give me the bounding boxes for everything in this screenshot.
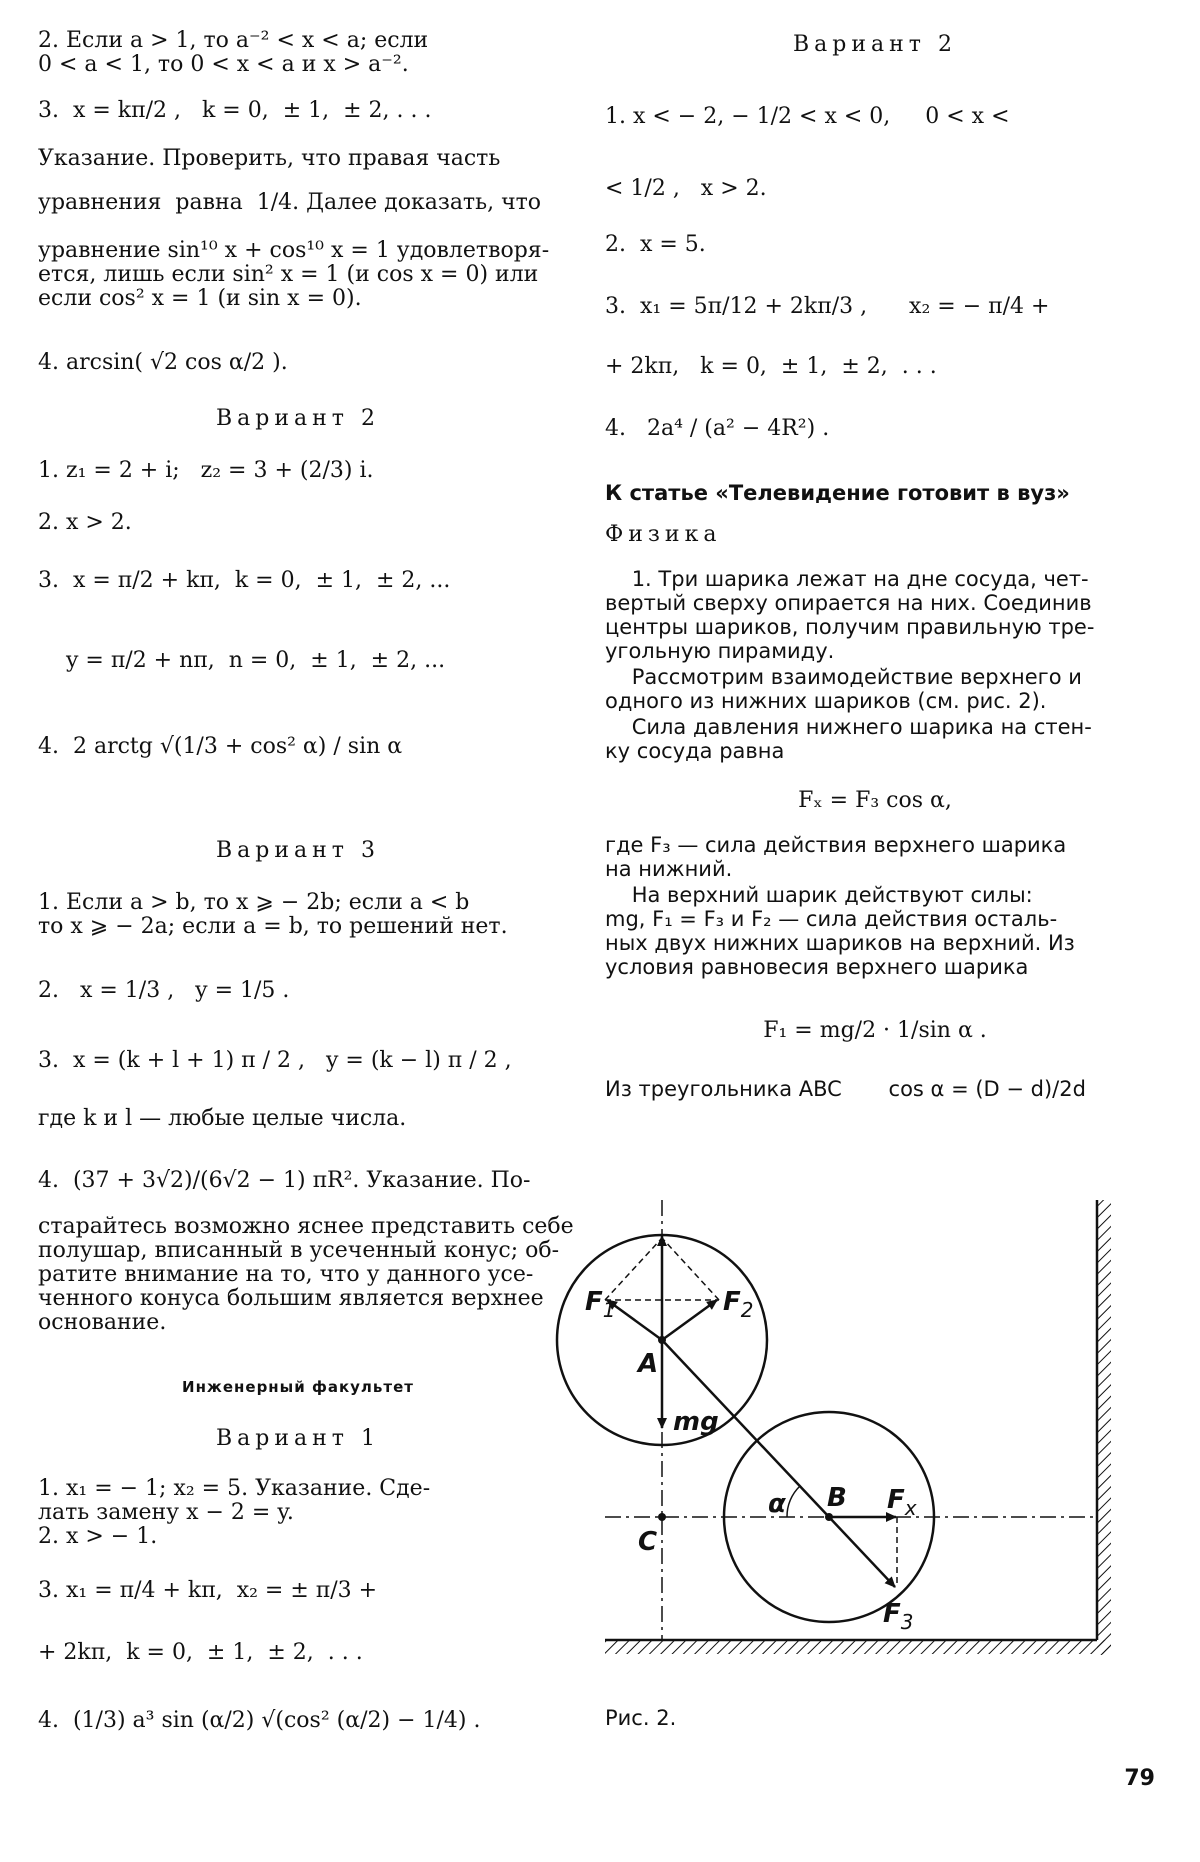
left-column-line: 1. Если a > b, то x ⩾ − 2b; если a < b — [38, 890, 470, 915]
left-column-line: 1. x₁ = − 1; x₂ = 5. Указание. Сде- — [38, 1476, 431, 1501]
right-column-line: 3. x₁ = 5π/12 + 2kπ/3 , x₂ = − π/4 + — [605, 294, 1050, 319]
right-column-line: центры шариков, получим правильную тре- — [605, 615, 1095, 639]
left-column-line: 3. x = (k + l + 1) π / 2 , y = (k − l) π / 2 , — [38, 1048, 512, 1073]
label-f3: $F_3$ — [883, 1599, 914, 1634]
left-column-line: Указание. Проверить, что правая часть — [38, 146, 501, 171]
label-mg: mg — [673, 1407, 719, 1437]
right-column-line: Из треугольника ABC cos α = (D − d)/2d — [605, 1077, 1086, 1101]
label-b: B — [827, 1483, 847, 1513]
label-fx: $F_x$ — [887, 1485, 917, 1520]
left-column-line: 3. x = π/2 + kπ, k = 0, ± 1, ± 2, ... — [38, 568, 451, 593]
label-alpha: α — [768, 1489, 786, 1519]
left-column-line: Вариант 2 — [216, 406, 380, 431]
left-column-line: 0 < a < 1, то 0 < x < a и x > a⁻². — [38, 52, 409, 77]
figure-two-balls — [585, 1200, 1160, 1660]
left-column-line: где k и l — любые целые числа. — [38, 1106, 407, 1131]
right-column-line: Fₓ = F₃ cos α, — [798, 788, 952, 813]
left-column-line: 2. x > − 1. — [38, 1524, 158, 1549]
angle-alpha-arc — [787, 1486, 800, 1517]
right-column-line: Сила давления нижнего шарика на стен- — [605, 715, 1092, 739]
left-column-line: если cos² x = 1 (и sin x = 0). — [38, 286, 362, 311]
right-column-line: 1. x < − 2, − 1/2 < x < 0, 0 < x < — [605, 104, 1010, 129]
left-column-line: + 2kπ, k = 0, ± 1, ± 2, . . . — [38, 1640, 363, 1665]
right-column-line: < 1/2 , x > 2. — [605, 176, 767, 201]
right-column-line: на нижний. — [605, 857, 733, 881]
label-f2: $F_2$ — [723, 1287, 754, 1322]
left-column-line: 3. x₁ = π/4 + kπ, x₂ = ± π/3 + — [38, 1578, 378, 1603]
label-c: C — [638, 1527, 658, 1557]
left-column-line: Вариант 1 — [216, 1426, 380, 1451]
page-number: 79 — [1124, 1766, 1155, 1791]
left-column-line: уравнение sin¹⁰ x + cos¹⁰ x = 1 удовлетворя- — [38, 238, 550, 263]
right-column-line: Вариант 2 — [793, 32, 957, 57]
left-column-line: 2. x = 1/3 , y = 1/5 . — [38, 978, 290, 1003]
right-column-line: На верхний шарик действуют силы: — [605, 883, 1033, 907]
right-column-line: F₁ = mg/2 · 1/sin α . — [763, 1018, 987, 1043]
left-column-line: 3. x = kπ/2 , k = 0, ± 1, ± 2, . . . — [38, 98, 432, 123]
left-column-line: ратите внимание на то, что у данного усе- — [38, 1262, 534, 1287]
point-c — [658, 1513, 666, 1521]
right-column-line: 2. x = 5. — [605, 232, 706, 257]
left-column-line: лать замену x − 2 = y. — [38, 1500, 294, 1525]
point-b — [825, 1513, 833, 1521]
label-f1: $F_1$ — [585, 1287, 616, 1322]
left-column-line: 4. arcsin( √2 cos α/2 ). — [38, 350, 288, 375]
left-column-line: 4. (37 + 3√2)/(6√2 − 1) πR². Указание. По- — [38, 1168, 531, 1193]
figure-caption: Рис. 2. — [605, 1706, 677, 1730]
right-column-line: Рассмотрим взаимодействие верхнего и — [605, 665, 1082, 689]
left-column-line: 4. (1/3) a³ sin (α/2) √(cos² (α/2) − 1/4) . — [38, 1708, 481, 1733]
label-a: A — [638, 1349, 659, 1379]
left-column-line: 2. Если a > 1, то a⁻² < x < a; если — [38, 28, 429, 53]
left-column-line: Инженерный факультет — [182, 1378, 414, 1396]
left-column-line: y = π/2 + nπ, n = 0, ± 1, ± 2, ... — [38, 648, 446, 673]
left-column-line: 4. 2 arctg √(1/3 + cos² α) / sin α — [38, 734, 403, 759]
right-column-line: где F₃ — сила действия верхнего шарика — [605, 833, 1067, 857]
right-column-line: mg, F₁ = F₃ и F₂ — сила действия осталь- — [605, 907, 1058, 931]
right-column-line: Физика — [605, 522, 722, 547]
left-column-line: Вариант 3 — [216, 838, 380, 863]
right-column-line: ку сосуда равна — [605, 739, 785, 763]
point-a — [658, 1336, 666, 1344]
right-column-line: условия равновесия верхнего шарика — [605, 955, 1029, 979]
wall-hatch — [1097, 1200, 1111, 1655]
left-column-line: ченного конуса большим является верхнее — [38, 1286, 544, 1311]
left-column-line: 1. z₁ = 2 + i; z₂ = 3 + (2/3) i. — [38, 458, 374, 483]
left-column-line: то x ⩾ − 2a; если a = b, то решений нет. — [38, 914, 508, 939]
left-column-line: основание. — [38, 1310, 167, 1335]
left-column-line: уравнения равна 1/4. Далее доказать, что — [38, 190, 542, 215]
left-column-line: ется, лишь если sin² x = 1 (и cos x = 0) или — [38, 262, 539, 287]
right-column-line: + 2kπ, k = 0, ± 1, ± 2, . . . — [605, 354, 937, 379]
force-f2-arrow — [662, 1300, 717, 1340]
force-f3-arrow — [829, 1517, 895, 1587]
right-column-line: ных двух нижних шариков на верхний. Из — [605, 931, 1075, 955]
left-column-line: полушар, вписанный в усеченный конус; об- — [38, 1238, 560, 1263]
right-column-line: К статье «Телевидение готовит в вуз» — [605, 481, 1070, 505]
right-column-line: одного из нижних шариков (см. рис. 2). — [605, 689, 1047, 713]
right-column-line: 1. Три шарика лежат на дне сосуда, чет- — [605, 567, 1089, 591]
right-column-line: угольную пирамиду. — [605, 639, 835, 663]
right-column-line: 4. 2a⁴ / (a² − 4R²) . — [605, 416, 830, 441]
floor-hatch — [605, 1640, 1111, 1654]
right-column-line: вертый сверху опирается на них. Соединив — [605, 591, 1092, 615]
left-column-line: старайтесь возможно яснее представить себе — [38, 1214, 574, 1239]
left-column-line: 2. x > 2. — [38, 510, 132, 535]
